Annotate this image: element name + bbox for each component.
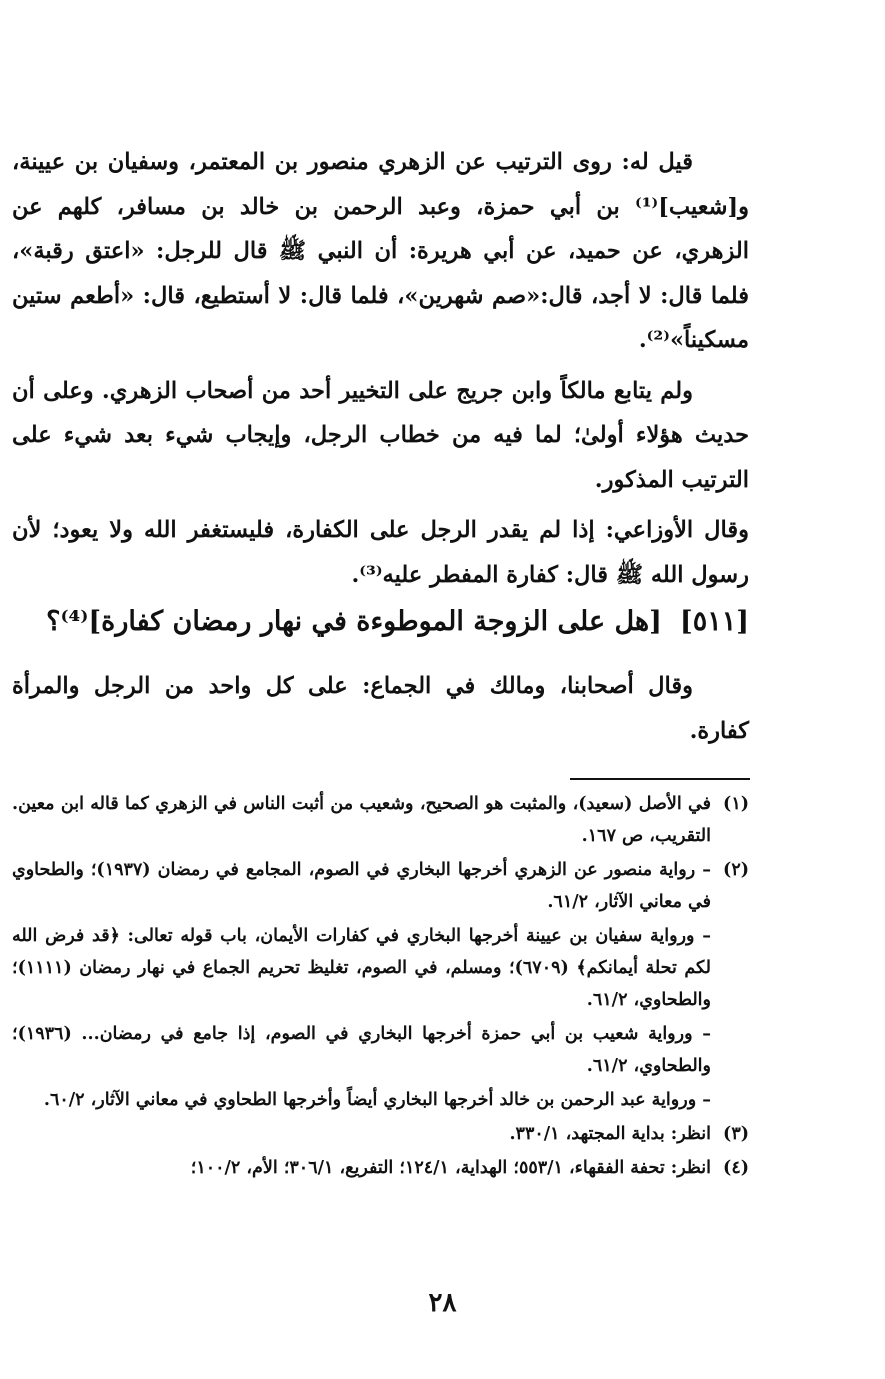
footnote-text: انظر: تحفة الفقهاء، ٥٥٣/١؛ الهداية، ١٢٤/١؛ التفريع، ٣٠٦/١؛ الأم، ١٠٠/٢؛ [190,1158,711,1178]
footnote-text: في الأصل (سعيد)، والمثبت هو الصحيح، وشعيب من أثبت الناس في الزهري كما قاله ابن معين. التقريب، ص ١٦٧. [12,794,711,846]
page-number: ٢٨ [428,1288,457,1318]
footnote-text: انظر: بداية المجتهد، ٣٣٠/١. [509,1124,711,1144]
footnote-number: (٢) [723,860,749,880]
paragraph-3: وقال الأوزاعي: إذا لم يقدر الرجل على الكفارة، فليستغفر الله ولا يعود؛ لأن رسول الله ﷺ قال: كفارة المفطر عليه⁽³⁾. [12,517,749,588]
section-text-block [12,664,749,759]
footnote-number: (٤) [723,1158,749,1178]
footnote-4 [12,1152,749,1184]
main-text-block [12,140,749,603]
footnote-2-sub-2: – ورواية شعيب بن أبي حمزة أخرجها البخاري في الصوم، إذا جامع في رمضان... (١٩٣٦)؛ والطحاوي، ٦١/٢. [12,1024,711,1076]
footnote-number: (٣) [723,1124,749,1144]
footnotes [12,788,749,1186]
section-number: [٥١١] [679,606,749,637]
footnote-number: (١) [723,794,749,814]
section-heading [12,600,749,644]
paragraph-4: وقال أصحابنا، ومالك في الجماع: على كل واحد من الرجل والمرأة كفارة. [12,673,749,744]
footnote-text: – رواية منصور عن الزهري أخرجها البخاري في الصوم، المجامع في رمضان (١٩٣٧)؛ والطحاوي في معاني الآثار، ٦١/٢. [12,860,711,912]
footnote-2-sub-1: – ورواية سفيان بن عيينة أخرجها البخاري في كفارات الأيمان، باب قوله تعالى: ﴿قد فرض الله لكم تحلة أيمانكم﴾ (٦٧٠٩)؛ ومسلم، في الصوم، تغليظ تحريم الجماع في نهار رمضان (١١١١)؛ والطحاوي، ٦١/٢. [12,926,711,1010]
footnote-2 [12,854,749,918]
paragraph-2: ولم يتابع مالكاً وابن جريج على التخيير أحد من أصحاب الزهري. وعلى أن حديث هؤلاء أولىٰ؛ لما فيه من خطاب الرجل، وإيجاب شيء بعد شيء على الترتيب المذكور. [12,377,749,493]
footnote-2-sub-3: – ورواية عبد الرحمن بن خالد أخرجها البخاري أيضاً وأخرجها الطحاوي في معاني الآثار، ٦٠/٢. [43,1090,711,1110]
footnote-divider [570,778,750,780]
footnote-1 [12,788,749,852]
paragraph-1: قيل له: روى الترتيب عن الزهري منصور بن المعتمر، وسفيان بن عيينة، و[شعيب]⁽¹⁾ بن أبي حمزة، وعبد الرحمن بن خالد بن مسافر، كلهم عن الزهري، عن حميد، عن أبي هريرة: أن النبي ﷺ قال للرجل: «اعتق رقبة»، فلما قال: لا أجد، قال:«صم شهرين»، فلما قال: لا أستطيع، قال: «أطعم ستين مسكيناً»⁽²⁾. [12,149,749,353]
section-title: [هل على الزوجة الموطوءة في نهار رمضان كفارة]⁽⁴⁾؟ [46,606,662,637]
footnote-3 [12,1118,749,1150]
